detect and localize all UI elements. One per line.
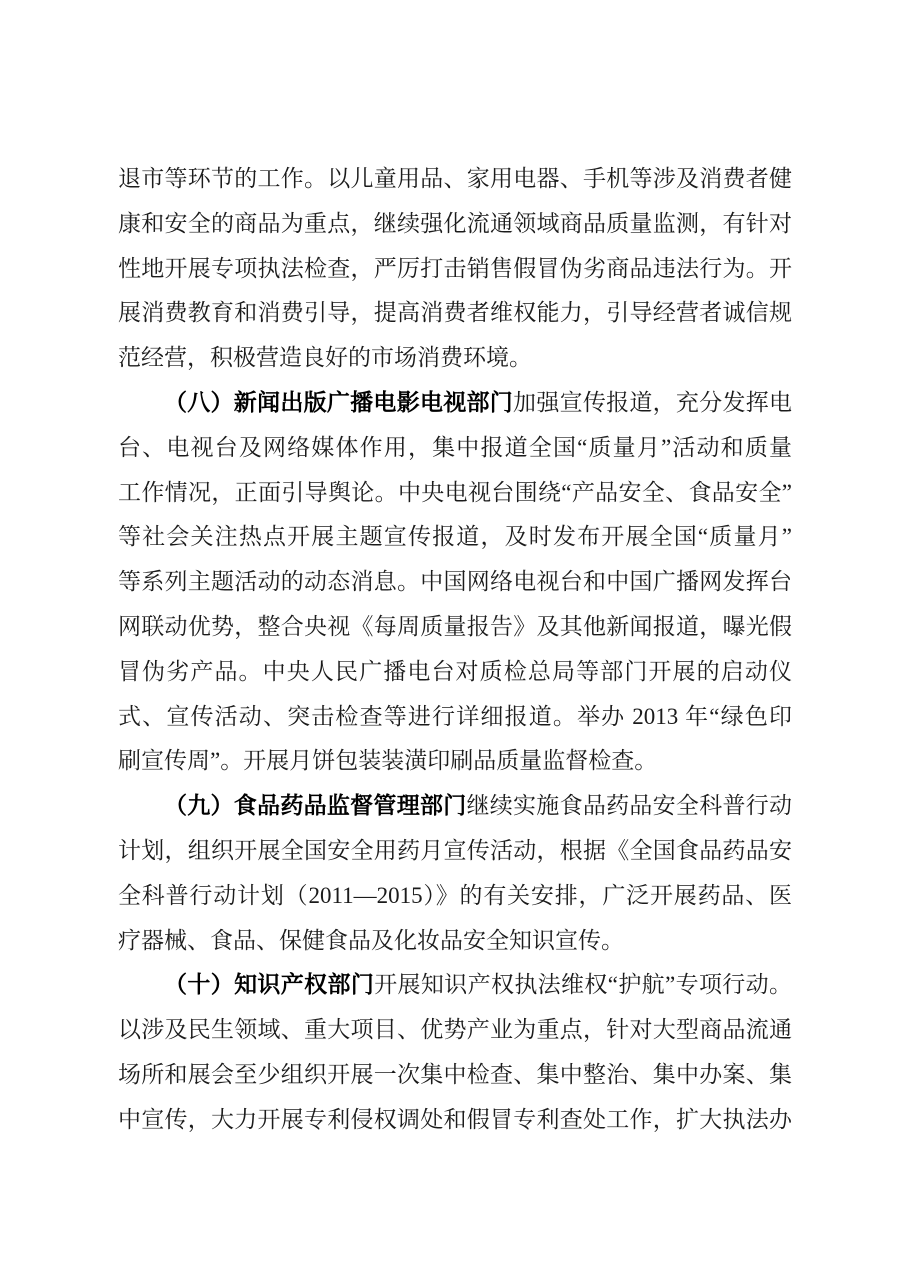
text-line bbox=[118, 202, 792, 247]
text-line bbox=[118, 650, 792, 695]
text-line bbox=[118, 739, 792, 784]
line-text: 开展知识产权执法维权“护航”专项行动。 bbox=[374, 972, 793, 998]
text-line bbox=[118, 381, 792, 426]
line-text: 台、电视台及网络媒体作用，集中报道全国“质量月”活动和质量 bbox=[118, 434, 792, 460]
line-text: 范经营，积极营造良好的市场消费环境。 bbox=[118, 345, 532, 371]
text-line bbox=[118, 1053, 792, 1098]
text-line bbox=[118, 784, 792, 829]
line-text: 刷宣传周”。开展月饼包装装潢印刷品质量监督检查。 bbox=[118, 748, 658, 774]
text-line bbox=[118, 919, 792, 964]
text-block bbox=[118, 157, 792, 1143]
text-line bbox=[118, 291, 792, 336]
line-text: 以涉及民生领域、重大项目、优势产业为重点，针对大型商品流通 bbox=[118, 1017, 792, 1043]
line-text: 性地开展专项执法检查，严厉打击销售假冒伪劣商品违法行为。开 bbox=[118, 255, 792, 281]
text-line bbox=[118, 963, 792, 1008]
text-line bbox=[118, 515, 792, 560]
section-heading: （十）知识产权部门 bbox=[164, 972, 375, 998]
line-text: 式、宣传活动、突击检查等进行详细报道。举办 2013 年“绿色印 bbox=[118, 703, 792, 729]
section-heading: （九）食品药品监督管理部门 bbox=[164, 793, 467, 819]
line-text: 工作情况，正面引导舆论。中央电视台围绕“产品安全、食品安全” bbox=[118, 479, 792, 505]
text-line bbox=[118, 560, 792, 605]
section-heading: （八）新闻出版广播电影电视部门 bbox=[164, 389, 514, 415]
line-text: 冒伪劣产品。中央人民广播电台对质检总局等部门开展的启动仪 bbox=[118, 658, 792, 684]
text-line bbox=[118, 426, 792, 471]
text-line bbox=[118, 336, 792, 381]
text-line bbox=[118, 874, 792, 919]
text-line bbox=[118, 157, 792, 202]
line-text: 等社会关注热点开展主题宣传报道，及时发布开展全国“质量月” bbox=[118, 524, 792, 550]
line-text: 退市等环节的工作。以儿童用品、家用电器、手机等涉及消费者健 bbox=[118, 166, 792, 191]
line-text: 加强宣传报道，充分发挥电 bbox=[513, 389, 793, 415]
line-text: 中宣传，大力开展专利侵权调处和假冒专利查处工作，扩大执法办 bbox=[118, 1106, 792, 1132]
line-text: 计划，组织开展全国安全用药月宣传活动，根据《全国食品药品安 bbox=[118, 837, 792, 863]
text-line bbox=[118, 605, 792, 650]
text-line bbox=[118, 1098, 792, 1143]
line-text: 全科普行动计划（2011—2015）》的有关安排，广泛开展药品、医 bbox=[118, 882, 792, 908]
line-text: 疗器械、食品、保健食品及化妆品安全知识宣传。 bbox=[118, 927, 624, 953]
text-line bbox=[118, 1008, 792, 1053]
line-text: 等系列主题活动的动态消息。中国网络电视台和中国广播网发挥台 bbox=[118, 569, 792, 595]
text-line bbox=[118, 829, 792, 874]
line-text: 康和安全的商品为重点，继续强化流通领域商品质量监测，有针对 bbox=[118, 210, 792, 236]
line-text: 网联动优势，整合央视《每周质量报告》及其他新闻报道，曝光假 bbox=[118, 613, 792, 639]
line-text: 继续实施食品药品安全科普行动 bbox=[466, 793, 793, 819]
text-line bbox=[118, 247, 792, 292]
text-line bbox=[118, 695, 792, 740]
line-text: 场所和展会至少组织开展一次集中检查、集中整治、集中办案、集 bbox=[118, 1061, 792, 1087]
line-text: 展消费教育和消费引导，提高消费者维权能力，引导经营者诚信规 bbox=[118, 300, 792, 326]
text-line bbox=[118, 471, 792, 516]
